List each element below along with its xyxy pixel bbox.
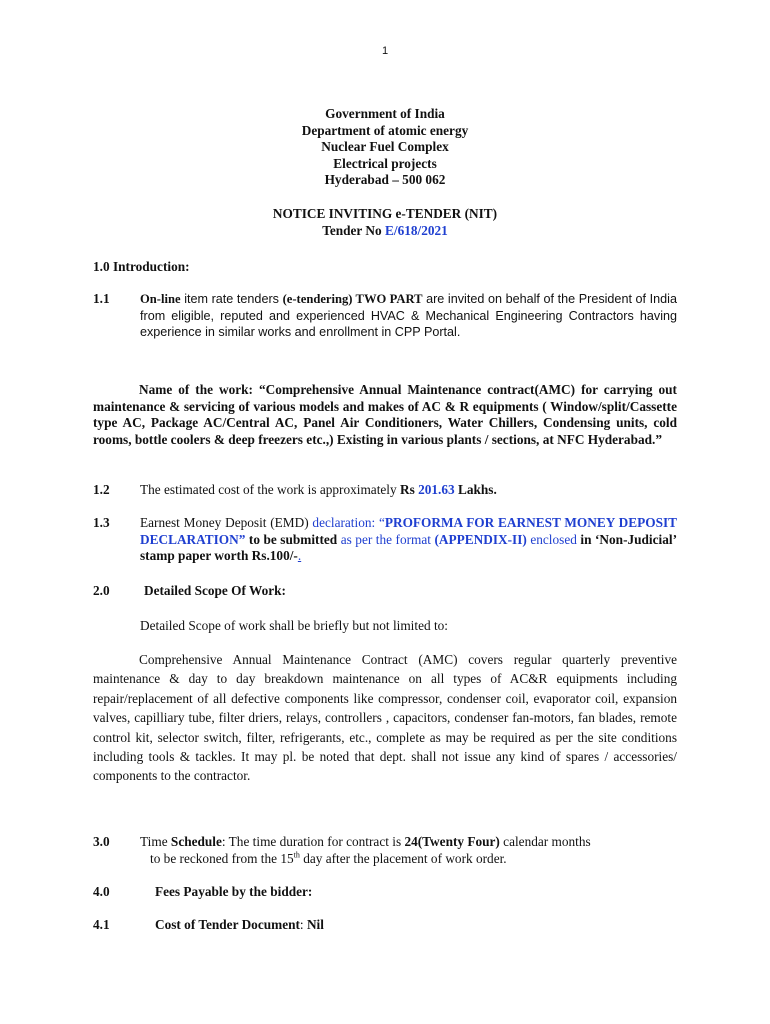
section-2-number: 2.0: [93, 583, 110, 598]
section-2-heading: Detailed Scope Of Work:: [144, 583, 286, 598]
header-line-1: Government of India: [325, 106, 445, 121]
header-line-4: Electrical projects: [333, 155, 437, 171]
section-3-number: 3.0: [93, 834, 110, 849]
section-1-1-text: On-line item rate tenders (e-tendering) TWO PART are invited on behalf of the President of India from eligible, reputed and experienced HVAC & Mechanical Engineering Contractors having experience in similar works and enrollment in CPP Portal.: [140, 292, 677, 340]
notice-title-block: [0, 206, 770, 239]
section-1-2-text: The estimated cost of the work is approximately Rs 201.63 Lakhs.: [140, 482, 497, 497]
section-4-heading: Fees Payable by the bidder:: [155, 884, 313, 899]
section-1-2-number: 1.2: [93, 482, 110, 497]
section-1-heading: 1.0 Introduction:: [93, 259, 190, 274]
header-line-5: Hyderabad – 500 062: [324, 172, 446, 188]
section-1-3-number: 1.3: [93, 515, 110, 530]
header-line-2: Department of atomic energy: [301, 122, 469, 138]
tender-prefix: Tender No: [322, 222, 385, 238]
scope-intro: Detailed Scope of work shall be briefly but not limited to:: [140, 618, 448, 633]
tender-number-line: [0, 223, 770, 240]
tender-number: E/618/2021: [385, 222, 448, 238]
section-4-number: 4.0: [93, 884, 110, 899]
name-of-work: Name of the work: “Comprehensive Annual Maintenance contract(AMC) for carrying out maintenance & servicing of various models and makes of AC & R equipments ( Window/split/Cassette type AC, Package AC/Central AC, Panel Air Conditioners, Water Chillers, Condensing units, cold rooms, bottle coolers & deep freezers etc.,) Existing in various plants / sections, at NFC Hyderabad.”: [93, 382, 677, 447]
cost-of-tender-document: Cost of Tender Document: Nil: [155, 917, 324, 932]
section-1-3-text: Earnest Money Deposit (EMD) declaration: “PROFORMA FOR EARNEST MONEY DEPOSIT DECLARATION” to be submitted as per the format (APPENDIX-II) enclosed in ‘Non-Judicial’ stamp paper worth Rs.100/-.: [140, 515, 678, 564]
section-4-1-number: 4.1: [93, 917, 110, 932]
letterhead: [0, 106, 770, 189]
estimated-cost: 201.63: [418, 482, 455, 497]
time-schedule-text: Time Schedule: The time duration for contract is 24(Twenty Four) calendar months to be reckoned from the 15th day after the placement of work order.: [140, 834, 591, 866]
page-number: 1: [381, 45, 389, 57]
scope-paragraph: Comprehensive Annual Maintenance Contract (AMC) covers regular quarterly preventive maintenance & day to day breakdown maintenance on all types of AC&R equipments including repair/replacement of all defective components like compressor, condenser coil, evaporator coil, expansion valves, capilliary tube, filter driers, relays, controllers , capacitors, condenser fan-motors, fan blades, remote control kit, selector switch, filter, refrigerants, etc., complete as may be required as per the site conditions including tools & tackles. It may pl. be noted that dept. shall not issue any kind of spares / accessories/ components to the contractor.: [93, 652, 677, 784]
section-1-1-number: 1.1: [93, 291, 110, 306]
header-line-3: Nuclear Fuel Complex: [321, 139, 449, 155]
notice-title: NOTICE INVITING e-TENDER (NIT): [272, 206, 498, 221]
